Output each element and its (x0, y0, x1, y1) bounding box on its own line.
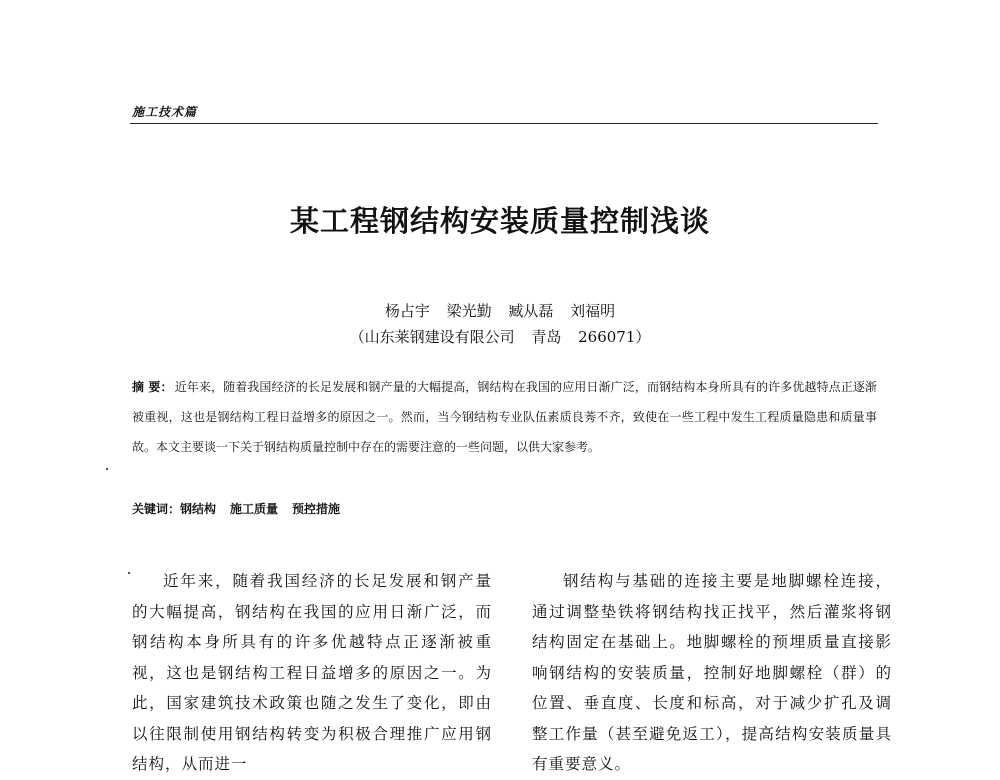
paper-title: 某工程钢结构安装质量控制浅谈 (289, 204, 710, 238)
paper-affiliation: （山东莱钢建设有限公司 青岛 266071） (349, 328, 651, 346)
abstract-text: 近年来，随着我国经济的长足发展和钢产量的大幅提高，钢结构在我国的应用日渐广泛，而钢结构本身所具有的许多优越特点正逐渐被重视，这也是钢结构工程日益增多的原因之一。然而，当今钢结构专业队伍素质良莠不齐，致使在一些工程中发生工程质量隐患和质量事故。本文主要谈一下关于钢结构质量控制中存在的需要注意的一些问题，以供大家参考。 (132, 380, 877, 454)
body-left-column: 近年来，随着我国经济的长足发展和钢产量的大幅提高，钢结构在我国的应用日渐广泛，而钢结构本身所具有的许多优越特点正逐渐被重视，这也是钢结构工程日益增多的原因之一。为此，国家建筑技术政策也随之发生了变化，即由以往限制使用钢结构转变为积极合理推广应用钢结构，从而进一 (132, 572, 492, 773)
paper-authors: 杨占宇 梁光勤 臧从磊 刘福明 (384, 302, 616, 320)
section-label: 施工技术篇 (132, 105, 198, 119)
keyword-item: 预控措施 (292, 502, 341, 516)
abstract-label: 摘 要： (132, 380, 173, 394)
scan-speck (128, 572, 130, 574)
scan-speck (106, 468, 108, 470)
header-rule (130, 123, 878, 124)
body-right-column: 钢结构与基础的连接主要是地脚螺栓连接，通过调整垫铁将钢结构找正找平，然后灌浆将钢结构固定在基础上。地脚螺栓的预埋质量直接影响钢结构的安装质量，控制好地脚螺栓（群）的位置、垂直度、长度和标高，对于减少扩孔及调整工作量（甚至避免返工），提高结构安装质量具有重要意义。 (532, 572, 892, 773)
keywords-label: 关键词： (132, 502, 181, 516)
keyword-item: 施工质量 (230, 502, 279, 516)
keyword-item: 钢结构 (180, 502, 217, 516)
keywords (132, 500, 877, 517)
abstract (132, 372, 877, 462)
